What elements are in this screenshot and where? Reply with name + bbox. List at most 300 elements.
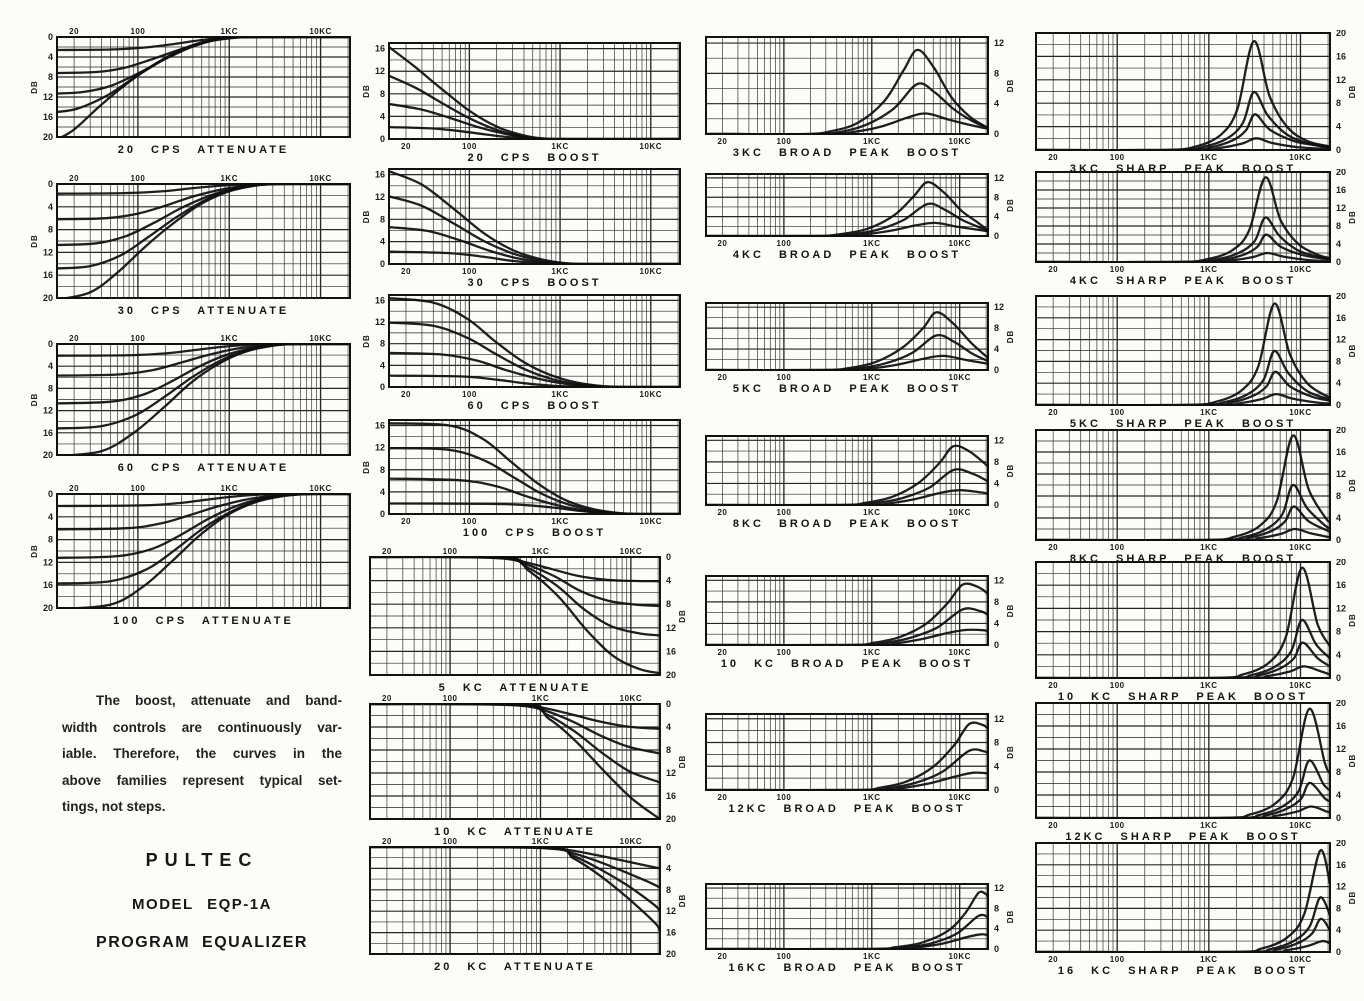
response-curve: [1036, 507, 1330, 541]
chart-canvas: [698, 711, 1020, 802]
svg-text:8: 8: [379, 214, 385, 225]
chart-30-cps-boost: [362, 166, 692, 289]
chart-title: 4KC BROAD PEAK BOOST: [732, 249, 962, 261]
chart-title: 30 CPS ATTENUATE: [117, 305, 290, 317]
chart-canvas: [1028, 169, 1362, 274]
svg-text:8: 8: [666, 884, 672, 895]
svg-text:0: 0: [994, 129, 1000, 139]
svg-text:16: 16: [42, 580, 53, 591]
response-curve: [57, 37, 350, 112]
response-curve: [1036, 666, 1330, 678]
svg-text:DB: DB: [1348, 84, 1357, 99]
svg-text:12: 12: [374, 191, 385, 202]
svg-text:20: 20: [401, 142, 411, 151]
chart-100-cps-attenuate: [30, 481, 362, 627]
response-curve: [389, 104, 680, 139]
response-curve: [1036, 529, 1330, 540]
svg-text:DB: DB: [1006, 745, 1015, 759]
svg-text:4: 4: [994, 211, 1000, 222]
svg-text:12: 12: [1336, 744, 1347, 754]
svg-text:20: 20: [1048, 408, 1059, 417]
svg-text:100: 100: [1109, 681, 1125, 690]
svg-text:20: 20: [401, 267, 411, 276]
chart-8kc-sharp-peak-boost: [1028, 427, 1362, 565]
svg-text:12: 12: [42, 92, 53, 102]
svg-text:20: 20: [717, 793, 728, 802]
svg-text:1KC: 1KC: [1200, 543, 1218, 552]
chart-title: 100 CPS ATTENUATE: [113, 615, 294, 627]
svg-text:10KC: 10KC: [948, 648, 971, 657]
svg-text:12: 12: [994, 713, 1005, 724]
chart-canvas: [30, 331, 362, 463]
svg-text:4: 4: [666, 722, 672, 732]
svg-text:12: 12: [994, 172, 1005, 183]
response-curve: [1036, 394, 1330, 405]
svg-text:DB: DB: [1006, 603, 1015, 618]
svg-text:8: 8: [379, 88, 385, 99]
svg-text:10KC: 10KC: [619, 694, 643, 703]
svg-text:8: 8: [47, 224, 53, 235]
note-paragraph: [62, 688, 342, 821]
svg-text:10KC: 10KC: [639, 142, 663, 151]
svg-text:20: 20: [1048, 543, 1059, 552]
svg-text:1KC: 1KC: [531, 547, 550, 556]
svg-text:10KC: 10KC: [639, 267, 663, 276]
chart-canvas: [1028, 293, 1362, 417]
response-curve: [1036, 435, 1330, 540]
chart-title: 8KC BROAD PEAK BOOST: [732, 518, 962, 530]
svg-text:DB: DB: [1348, 613, 1357, 627]
svg-text:16: 16: [1336, 580, 1347, 591]
svg-text:12: 12: [994, 883, 1005, 894]
chart-title: 20 CPS BOOST: [467, 152, 602, 164]
svg-text:0: 0: [994, 944, 1000, 954]
svg-text:8: 8: [666, 599, 672, 610]
note-line: above families represent typical set-: [62, 772, 342, 788]
svg-text:4: 4: [994, 344, 1000, 355]
chart-title: 5KC SHARP PEAK BOOST: [1069, 418, 1297, 430]
svg-text:20: 20: [401, 517, 411, 526]
response-curve: [1036, 897, 1330, 952]
chart-canvas: [698, 573, 1020, 657]
svg-text:10KC: 10KC: [309, 174, 332, 183]
response-curve: [389, 171, 680, 264]
svg-text:8: 8: [47, 72, 53, 82]
svg-text:100: 100: [442, 547, 458, 556]
chart-title: 16KC BROAD PEAK BOOST: [728, 962, 966, 974]
chart-title: 60 CPS ATTENUATE: [117, 462, 290, 474]
svg-text:DB: DB: [678, 754, 687, 769]
svg-text:16: 16: [374, 43, 385, 54]
svg-text:0: 0: [666, 699, 672, 709]
chart-12kc-sharp-peak-boost: [1028, 700, 1362, 843]
chart-title: 12KC SHARP PEAK BOOST: [1065, 831, 1301, 843]
svg-text:0: 0: [47, 32, 53, 42]
svg-text:8: 8: [47, 383, 53, 394]
svg-text:100: 100: [776, 648, 792, 657]
response-curve: [1036, 92, 1330, 150]
svg-text:1KC: 1KC: [863, 952, 881, 961]
svg-text:8: 8: [994, 903, 1000, 914]
response-curve: [706, 312, 988, 370]
svg-text:10KC: 10KC: [948, 137, 971, 146]
svg-text:1KC: 1KC: [1200, 681, 1218, 690]
svg-text:1KC: 1KC: [551, 267, 569, 276]
svg-text:0: 0: [994, 231, 1000, 241]
svg-text:16: 16: [666, 646, 677, 657]
chart-20-cps-boost: [362, 40, 692, 164]
svg-text:1KC: 1KC: [551, 517, 569, 526]
svg-text:8: 8: [1336, 767, 1342, 777]
chart-canvas: [698, 34, 1020, 146]
svg-text:100: 100: [1109, 265, 1125, 274]
svg-text:1KC: 1KC: [1200, 821, 1218, 830]
svg-text:DB: DB: [1348, 478, 1357, 492]
response-curve: [57, 184, 350, 268]
svg-text:100: 100: [776, 239, 792, 248]
svg-text:20: 20: [1336, 427, 1347, 435]
response-curve: [706, 934, 988, 949]
chart-canvas: [698, 171, 1020, 248]
chart-title: 20 KC ATTENUATE: [434, 961, 596, 973]
chart-canvas: [1028, 427, 1362, 552]
svg-text:20: 20: [1048, 681, 1059, 690]
svg-text:10KC: 10KC: [948, 508, 971, 517]
svg-text:4: 4: [379, 360, 385, 371]
chart-canvas: [362, 544, 692, 683]
svg-text:100: 100: [776, 137, 792, 146]
svg-text:4: 4: [47, 511, 53, 522]
chart-5kc-sharp-peak-boost: [1028, 293, 1362, 430]
chart-3kc-sharp-peak-boost: [1028, 30, 1362, 175]
svg-text:20: 20: [1336, 169, 1347, 177]
chart-canvas: [362, 40, 692, 151]
chart-16kc-broad-peak-boost: [698, 881, 1020, 974]
chart-canvas: [30, 24, 362, 145]
chart-title: 5KC BROAD PEAK BOOST: [732, 383, 962, 395]
svg-text:10KC: 10KC: [619, 837, 643, 846]
product-name: PROGRAM EQUALIZER: [96, 934, 308, 951]
response-curve: [1036, 850, 1330, 952]
svg-text:12: 12: [374, 317, 385, 328]
chart-16-kc-sharp-peak-boost: [1028, 840, 1362, 977]
svg-text:12: 12: [994, 435, 1005, 446]
svg-text:12: 12: [42, 405, 53, 416]
svg-text:0: 0: [994, 365, 1000, 375]
response-curve: [706, 50, 988, 134]
svg-text:10KC: 10KC: [309, 334, 332, 343]
svg-text:1KC: 1KC: [220, 484, 239, 493]
svg-text:20: 20: [666, 670, 677, 680]
svg-text:100: 100: [776, 952, 792, 961]
svg-text:0: 0: [1336, 535, 1342, 545]
svg-text:0: 0: [47, 179, 53, 189]
svg-text:8: 8: [1336, 491, 1342, 501]
svg-text:8: 8: [1336, 221, 1342, 231]
svg-text:100: 100: [442, 694, 458, 703]
svg-text:100: 100: [776, 508, 792, 517]
svg-text:0: 0: [1336, 673, 1342, 683]
response-curve: [57, 37, 350, 73]
svg-text:10KC: 10KC: [948, 373, 971, 382]
svg-text:20: 20: [717, 952, 728, 961]
svg-text:20: 20: [666, 949, 677, 959]
svg-text:DB: DB: [1006, 909, 1015, 924]
response-curve: [706, 204, 988, 236]
svg-text:DB: DB: [1348, 753, 1357, 768]
svg-text:20: 20: [381, 547, 392, 556]
svg-text:100: 100: [1109, 153, 1125, 162]
svg-text:1KC: 1KC: [551, 142, 569, 151]
chart-60-cps-attenuate: [30, 331, 362, 474]
svg-text:12: 12: [42, 557, 53, 568]
svg-text:10KC: 10KC: [309, 484, 332, 493]
svg-text:DB: DB: [30, 392, 39, 407]
svg-text:1KC: 1KC: [1200, 408, 1218, 417]
svg-text:0: 0: [994, 785, 1000, 795]
svg-text:4: 4: [994, 761, 1000, 772]
svg-text:8: 8: [1336, 903, 1342, 914]
svg-text:1KC: 1KC: [863, 373, 881, 382]
svg-text:20: 20: [1048, 955, 1059, 964]
svg-text:8: 8: [1336, 626, 1342, 637]
chart-5-kc-attenuate: [362, 544, 692, 694]
svg-text:20: 20: [381, 837, 392, 846]
svg-text:100: 100: [1109, 543, 1125, 552]
svg-text:1KC: 1KC: [863, 137, 881, 146]
svg-text:DB: DB: [30, 234, 39, 248]
svg-text:4: 4: [1336, 790, 1342, 800]
svg-text:12: 12: [666, 906, 677, 917]
svg-text:20: 20: [1336, 293, 1347, 301]
response-curve: [57, 184, 350, 194]
svg-text:20: 20: [42, 132, 53, 142]
svg-text:4: 4: [1336, 121, 1342, 132]
svg-text:10KC: 10KC: [639, 390, 663, 399]
svg-text:20: 20: [42, 603, 53, 613]
chart-canvas: [698, 300, 1020, 382]
chart-10-kc-broad-peak-boost: [698, 573, 1020, 670]
note-line: width controls are continuously var-: [62, 719, 342, 735]
chart-canvas: [362, 166, 692, 276]
chart-8kc-broad-peak-boost: [698, 433, 1020, 530]
svg-text:100: 100: [461, 390, 477, 399]
chart-title: 10 KC ATTENUATE: [434, 826, 596, 838]
svg-text:12: 12: [1336, 334, 1347, 345]
chart-canvas: [1028, 840, 1362, 964]
svg-text:20: 20: [381, 694, 392, 703]
svg-text:0: 0: [47, 489, 53, 499]
brand-name: PULTEC: [145, 850, 259, 870]
svg-text:DB: DB: [1006, 78, 1015, 93]
svg-text:10KC: 10KC: [309, 27, 332, 36]
chart-canvas: [30, 171, 362, 306]
svg-text:12: 12: [42, 247, 53, 258]
response-curve: [389, 76, 680, 139]
svg-text:12: 12: [1336, 603, 1347, 614]
svg-text:20: 20: [717, 648, 728, 657]
svg-text:0: 0: [379, 259, 385, 269]
svg-text:0: 0: [379, 509, 385, 519]
svg-text:1KC: 1KC: [220, 174, 239, 183]
svg-text:12: 12: [666, 768, 677, 778]
svg-text:20: 20: [1048, 153, 1059, 162]
svg-text:10KC: 10KC: [1289, 821, 1312, 830]
svg-text:16: 16: [42, 112, 53, 122]
svg-text:0: 0: [1336, 257, 1342, 267]
svg-text:12: 12: [374, 442, 385, 453]
svg-text:0: 0: [1336, 947, 1342, 957]
svg-text:20: 20: [42, 450, 53, 460]
svg-text:20: 20: [717, 137, 728, 146]
response-curve: [389, 504, 680, 515]
chart-title: 10 KC SHARP PEAK BOOST: [1057, 691, 1309, 703]
response-curve: [1036, 620, 1330, 678]
chart-100-cps-boost: [362, 417, 692, 539]
svg-text:20: 20: [717, 508, 728, 517]
note-line: iable. Therefore, the curves in the: [62, 746, 342, 761]
svg-text:20: 20: [1336, 700, 1347, 708]
svg-text:4: 4: [379, 486, 385, 497]
svg-text:12: 12: [1336, 203, 1347, 213]
svg-text:DB: DB: [678, 609, 687, 623]
chart-20-cps-attenuate: [30, 24, 362, 156]
response-curve: [706, 608, 988, 645]
response-curve: [370, 847, 660, 888]
svg-text:0: 0: [994, 640, 1000, 650]
svg-text:0: 0: [47, 339, 53, 349]
chart-title: 5 KC ATTENUATE: [438, 682, 592, 694]
svg-text:4: 4: [666, 863, 672, 874]
svg-text:8: 8: [994, 68, 1000, 79]
svg-text:0: 0: [1336, 400, 1342, 410]
response-curve: [706, 469, 988, 505]
response-curve: [706, 335, 988, 370]
svg-text:4: 4: [1336, 513, 1342, 523]
svg-text:4: 4: [994, 98, 1000, 109]
svg-text:100: 100: [1109, 408, 1125, 417]
response-curve: [1036, 372, 1330, 405]
svg-text:16: 16: [1336, 51, 1347, 62]
response-curve: [706, 584, 988, 646]
response-curve: [389, 479, 680, 514]
svg-text:1KC: 1KC: [551, 390, 569, 399]
chart-60-cps-boost: [362, 292, 692, 412]
svg-text:20: 20: [69, 334, 80, 343]
svg-text:10KC: 10KC: [1289, 543, 1312, 552]
svg-text:20: 20: [69, 484, 80, 493]
chart-canvas: [362, 691, 692, 827]
svg-text:100: 100: [776, 793, 792, 802]
svg-text:16: 16: [374, 420, 385, 431]
svg-text:8: 8: [994, 596, 1000, 607]
response-curve: [1036, 568, 1330, 679]
svg-text:0: 0: [379, 382, 385, 392]
svg-text:100: 100: [776, 373, 792, 382]
response-curve: [706, 630, 988, 645]
svg-text:100: 100: [1109, 821, 1125, 830]
chart-canvas: [30, 481, 362, 616]
svg-text:10KC: 10KC: [1289, 153, 1312, 162]
svg-text:DB: DB: [362, 334, 371, 348]
chart-10-kc-sharp-peak-boost: [1028, 559, 1362, 703]
note-line: tings, not steps.: [62, 799, 166, 814]
svg-text:100: 100: [461, 267, 477, 276]
svg-text:16: 16: [1336, 447, 1347, 457]
svg-text:4: 4: [1336, 378, 1342, 389]
svg-text:1KC: 1KC: [863, 793, 881, 802]
svg-text:10KC: 10KC: [1289, 265, 1312, 274]
svg-text:DB: DB: [1348, 343, 1357, 358]
response-curve: [57, 344, 350, 356]
svg-text:0: 0: [1336, 813, 1342, 823]
response-curve: [1036, 217, 1330, 262]
svg-text:4: 4: [47, 52, 53, 62]
svg-text:1KC: 1KC: [1200, 153, 1218, 162]
svg-text:10KC: 10KC: [1289, 681, 1312, 690]
svg-text:4: 4: [994, 618, 1000, 629]
svg-text:20: 20: [1336, 30, 1347, 38]
svg-text:4: 4: [379, 236, 385, 247]
svg-text:4: 4: [1336, 925, 1342, 936]
chart-canvas: [1028, 700, 1362, 830]
chart-20-kc-attenuate: [362, 834, 692, 973]
chart-5kc-broad-peak-boost: [698, 300, 1020, 395]
svg-text:20: 20: [42, 293, 53, 303]
response-curve: [1036, 709, 1330, 819]
chart-canvas: [1028, 30, 1362, 162]
svg-text:10KC: 10KC: [1289, 955, 1312, 964]
chart-title: 60 CPS BOOST: [467, 400, 602, 412]
svg-text:1KC: 1KC: [220, 27, 239, 36]
svg-text:20: 20: [401, 390, 411, 399]
svg-text:20: 20: [717, 373, 728, 382]
response-curve: [57, 37, 350, 94]
svg-text:DB: DB: [30, 80, 39, 94]
response-curve: [57, 344, 350, 456]
chart-title: 10 KC BROAD PEAK BOOST: [720, 658, 974, 670]
svg-text:100: 100: [130, 174, 146, 183]
svg-text:12: 12: [1336, 469, 1347, 479]
svg-text:16: 16: [1336, 185, 1347, 195]
svg-text:16: 16: [1336, 312, 1347, 323]
svg-text:1KC: 1KC: [863, 508, 881, 517]
svg-text:100: 100: [461, 142, 477, 151]
svg-text:12: 12: [666, 622, 677, 633]
svg-text:100: 100: [130, 484, 146, 493]
svg-text:8: 8: [994, 192, 1000, 203]
svg-text:10KC: 10KC: [639, 517, 663, 526]
svg-text:10KC: 10KC: [619, 547, 643, 556]
chart-canvas: [362, 292, 692, 399]
response-curve: [370, 557, 660, 673]
chart-title: 20 CPS ATTENUATE: [117, 144, 290, 156]
svg-text:1KC: 1KC: [1200, 265, 1218, 274]
svg-text:8: 8: [994, 323, 1000, 334]
svg-text:1KC: 1KC: [531, 837, 550, 846]
svg-text:DB: DB: [1006, 198, 1015, 212]
svg-text:8: 8: [1336, 98, 1342, 109]
svg-text:100: 100: [461, 517, 477, 526]
svg-text:1KC: 1KC: [863, 648, 881, 657]
svg-text:20: 20: [69, 174, 80, 183]
svg-text:16: 16: [666, 791, 677, 801]
svg-text:4: 4: [994, 478, 1000, 489]
response-curve: [1036, 783, 1330, 818]
svg-text:8: 8: [666, 745, 672, 755]
svg-text:20: 20: [717, 239, 728, 248]
svg-text:16: 16: [374, 295, 385, 306]
